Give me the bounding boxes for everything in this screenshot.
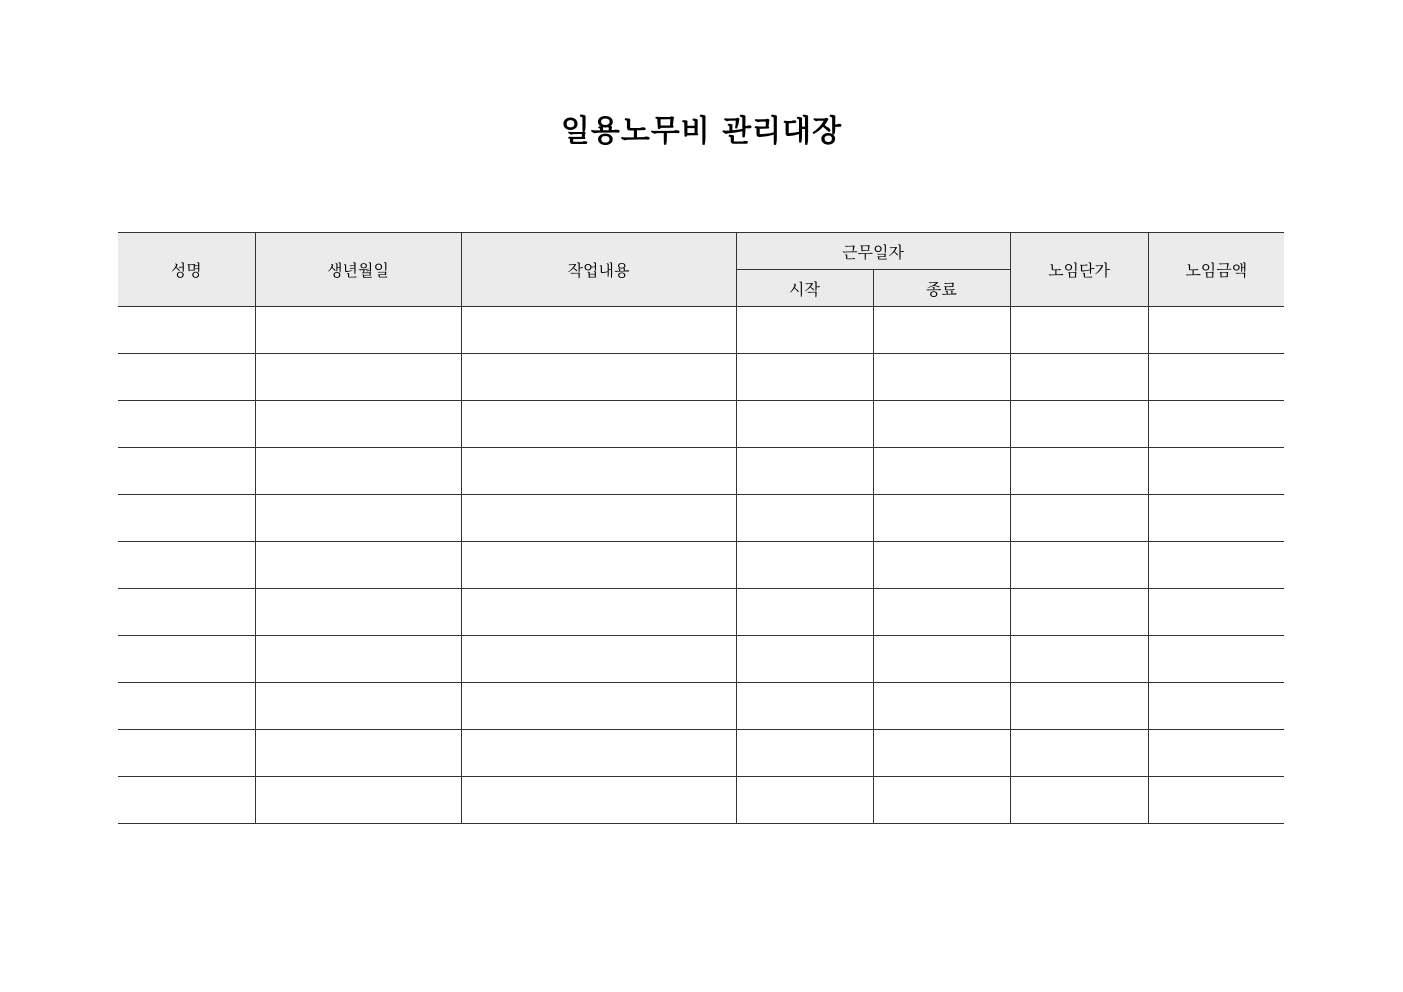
work-content-cell[interactable]	[461, 636, 736, 683]
work-content-cell[interactable]	[461, 542, 736, 589]
table-row	[118, 495, 1284, 542]
header-end: 종료	[873, 270, 1010, 307]
name-cell[interactable]	[118, 354, 255, 401]
unit-price-cell[interactable]	[1010, 401, 1148, 448]
start-cell[interactable]	[736, 307, 873, 354]
unit-price-cell[interactable]	[1010, 542, 1148, 589]
amount-cell[interactable]	[1148, 401, 1284, 448]
table-row	[118, 448, 1284, 495]
unit-price-cell[interactable]	[1010, 495, 1148, 542]
name-cell[interactable]	[118, 401, 255, 448]
name-cell[interactable]	[118, 777, 255, 824]
table-row	[118, 401, 1284, 448]
amount-cell[interactable]	[1148, 683, 1284, 730]
table-row	[118, 542, 1284, 589]
start-cell[interactable]	[736, 495, 873, 542]
start-cell[interactable]	[736, 683, 873, 730]
start-cell[interactable]	[736, 448, 873, 495]
end-cell[interactable]	[873, 448, 1010, 495]
birth-date-cell[interactable]	[255, 777, 461, 824]
work-content-cell[interactable]	[461, 777, 736, 824]
end-cell[interactable]	[873, 777, 1010, 824]
amount-cell[interactable]	[1148, 777, 1284, 824]
start-cell[interactable]	[736, 636, 873, 683]
start-cell[interactable]	[736, 401, 873, 448]
unit-price-cell[interactable]	[1010, 307, 1148, 354]
end-cell[interactable]	[873, 589, 1010, 636]
end-cell[interactable]	[873, 542, 1010, 589]
table-row	[118, 730, 1284, 777]
unit-price-cell[interactable]	[1010, 589, 1148, 636]
name-cell[interactable]	[118, 636, 255, 683]
name-cell[interactable]	[118, 589, 255, 636]
end-cell[interactable]	[873, 683, 1010, 730]
name-cell[interactable]	[118, 307, 255, 354]
work-content-cell[interactable]	[461, 495, 736, 542]
unit-price-cell[interactable]	[1010, 683, 1148, 730]
birth-date-cell[interactable]	[255, 636, 461, 683]
birth-date-cell[interactable]	[255, 354, 461, 401]
work-content-cell[interactable]	[461, 401, 736, 448]
header-work-content: 작업내용	[461, 233, 736, 307]
header-row-top	[118, 233, 1284, 270]
birth-date-cell[interactable]	[255, 495, 461, 542]
table-row	[118, 683, 1284, 730]
table-row	[118, 589, 1284, 636]
birth-date-cell[interactable]	[255, 448, 461, 495]
name-cell[interactable]	[118, 448, 255, 495]
birth-date-cell[interactable]	[255, 683, 461, 730]
page-title: 일용노무비 관리대장	[560, 114, 843, 149]
unit-price-cell[interactable]	[1010, 448, 1148, 495]
end-cell[interactable]	[873, 354, 1010, 401]
header-name: 성명	[118, 233, 255, 307]
work-content-cell[interactable]	[461, 683, 736, 730]
table-row	[118, 777, 1284, 824]
amount-cell[interactable]	[1148, 589, 1284, 636]
work-content-cell[interactable]	[461, 589, 736, 636]
header-birth-date: 생년월일	[255, 233, 461, 307]
unit-price-cell[interactable]	[1010, 777, 1148, 824]
name-cell[interactable]	[118, 542, 255, 589]
labor-ledger-table	[118, 232, 1284, 824]
ledger-body	[118, 307, 1284, 824]
birth-date-cell[interactable]	[255, 730, 461, 777]
birth-date-cell[interactable]	[255, 307, 461, 354]
amount-cell[interactable]	[1148, 730, 1284, 777]
amount-cell[interactable]	[1148, 495, 1284, 542]
header-amount: 노임금액	[1148, 233, 1284, 307]
work-content-cell[interactable]	[461, 730, 736, 777]
unit-price-cell[interactable]	[1010, 636, 1148, 683]
end-cell[interactable]	[873, 495, 1010, 542]
header-start: 시작	[736, 270, 873, 307]
start-cell[interactable]	[736, 777, 873, 824]
table-row	[118, 636, 1284, 683]
end-cell[interactable]	[873, 730, 1010, 777]
header-work-period: 근무일자	[736, 233, 1010, 270]
unit-price-cell[interactable]	[1010, 730, 1148, 777]
name-cell[interactable]	[118, 683, 255, 730]
start-cell[interactable]	[736, 354, 873, 401]
work-content-cell[interactable]	[461, 307, 736, 354]
amount-cell[interactable]	[1148, 448, 1284, 495]
name-cell[interactable]	[118, 495, 255, 542]
amount-cell[interactable]	[1148, 542, 1284, 589]
end-cell[interactable]	[873, 636, 1010, 683]
start-cell[interactable]	[736, 730, 873, 777]
end-cell[interactable]	[873, 401, 1010, 448]
birth-date-cell[interactable]	[255, 589, 461, 636]
amount-cell[interactable]	[1148, 636, 1284, 683]
amount-cell[interactable]	[1148, 307, 1284, 354]
end-cell[interactable]	[873, 307, 1010, 354]
header-unit-price: 노임단가	[1010, 233, 1148, 307]
amount-cell[interactable]	[1148, 354, 1284, 401]
start-cell[interactable]	[736, 542, 873, 589]
birth-date-cell[interactable]	[255, 401, 461, 448]
start-cell[interactable]	[736, 589, 873, 636]
birth-date-cell[interactable]	[255, 542, 461, 589]
name-cell[interactable]	[118, 730, 255, 777]
work-content-cell[interactable]	[461, 448, 736, 495]
table-row	[118, 307, 1284, 354]
table-row	[118, 354, 1284, 401]
work-content-cell[interactable]	[461, 354, 736, 401]
unit-price-cell[interactable]	[1010, 354, 1148, 401]
